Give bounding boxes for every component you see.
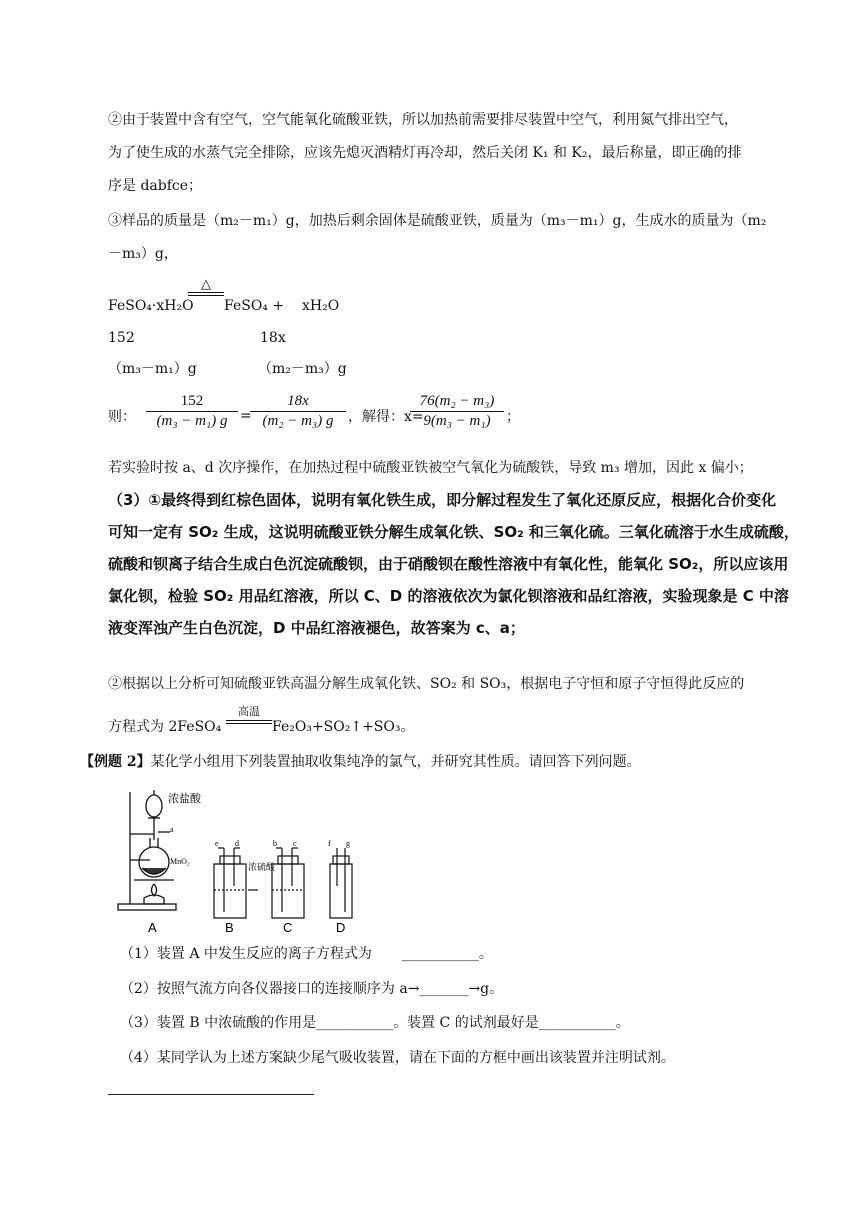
- para3-line1: ③样品的质量是（m₂－m₁）g，加热后剩余固体是硫酸亚铁，质量为（m₃－m₁）g，生成水的质量为（m₂: [108, 213, 767, 229]
- question-3: [120, 1013, 630, 1033]
- apparatus-figure: [108, 786, 368, 936]
- question-2: [120, 979, 503, 999]
- question-1-end: 。: [478, 946, 493, 962]
- eq-reactant: FeSO₄·xH₂O: [108, 298, 194, 314]
- para-final-line1: ②根据以上分析可知硫酸亚铁高温分解生成氧化铁、SO₂ 和 SO₃，根据电子守恒和原子守恒得此反应的: [108, 676, 745, 692]
- port-f: f: [328, 839, 331, 848]
- para3-line2: －m₃）g，: [108, 246, 178, 262]
- port-c: c: [293, 839, 297, 848]
- ratio-left-bar: [146, 411, 238, 412]
- question-1: [120, 944, 493, 964]
- question-3-blank-1[interactable]: ___________: [316, 1015, 394, 1031]
- caption-a: A: [148, 920, 157, 935]
- bold-line-4: 氯化钡，检验 SO₂ 用品红溶液，所以 C、D 的溶液依次为氯化钡溶液和品红溶液，实验现象是 C 中溶: [108, 587, 789, 605]
- question-2-blank[interactable]: _______: [419, 981, 469, 997]
- label-a: a: [170, 825, 174, 834]
- ratio-right-bar: [250, 411, 346, 412]
- eq-mass1: 152: [108, 330, 135, 346]
- bold-line-1: （3）①最终得到红棕色固体，说明有氧化铁生成，即分解过程发生了氧化还原反应，根据化合价变化: [108, 491, 777, 509]
- eq-double-line-bottom: [188, 295, 224, 296]
- eq-product1: FeSO₄ +: [224, 298, 285, 314]
- eq-mass2: 18x: [260, 330, 286, 346]
- label-mno2: MnO₂: [170, 857, 190, 866]
- ratio-left-fraction: [146, 393, 238, 430]
- bold-line-3: 硫酸和钡离子结合生成白色沉淀硫酸钡，由于硝酸钡在酸性溶液中有氧化性，能氧化 SO₂，所以应该用: [108, 555, 789, 573]
- question-3-text: （3）装置 B 中浓硫酸的作用是: [120, 1015, 317, 1031]
- bold-line-2: 可知一定有 SO₂ 生成，这说明硫酸亚铁分解生成氧化铁、SO₂ 和三氧化硫。三氧化硫溶于水生成硫酸，: [108, 523, 799, 541]
- question-1-text: （1）装置 A 中发生反应的离子方程式为: [120, 946, 372, 962]
- result-bar: [410, 411, 504, 412]
- apparatus-a: [118, 790, 176, 910]
- example-text: 某化学小组用下列装置抽取收集纯净的氯气，并研究其性质。请回答下列问题。: [150, 754, 641, 770]
- port-b: b: [273, 839, 277, 848]
- para2-line3: 序是 dabfce；: [108, 178, 203, 194]
- caption-c: C: [283, 920, 293, 935]
- ratio-prefix: 则：: [108, 409, 136, 425]
- caption-b: B: [225, 920, 234, 935]
- ratio-right-denominator: (m₂ − m₃) g: [262, 413, 334, 429]
- cond-line-top: [226, 720, 272, 721]
- apparatus-b: [214, 848, 258, 918]
- bold-line-5: 液变浑浊产生白色沉淀，D 中品红溶液褪色，故答案为 c、a；: [108, 619, 525, 637]
- example-tag: 【例题 2】: [80, 754, 151, 770]
- ratio-equals: =: [240, 408, 252, 424]
- question-3-blank-2[interactable]: ___________: [538, 1015, 616, 1031]
- question-2-end: →g。: [468, 981, 504, 997]
- apparatus-c: [272, 848, 304, 918]
- result-numerator: 76(m₂ − m₃): [419, 393, 495, 409]
- para-final-line2-post: Fe₂O₃+SO₂↑+SO₃。: [272, 719, 415, 735]
- heat-triangle-icon: △: [201, 277, 211, 292]
- question-4-text: （4）某同学认为上述方案缺少尾气吸收装置，请在下面的方框中画出该装置并注明试剂。: [120, 1050, 675, 1066]
- eq-product2: xH₂O: [302, 298, 340, 314]
- question-3-mid: 。装置 C 的试剂最好是: [393, 1015, 539, 1031]
- eq-given2: （m₂－m₃）g: [258, 361, 347, 377]
- para2-line1: ②由于装置中含有空气，空气能氧化硫酸亚铁，所以加热前需要排尽装置中空气，利用氮气排出空气，: [108, 112, 738, 128]
- eq-double-line-top: [188, 292, 224, 293]
- question-1-blank[interactable]: ___________: [401, 946, 479, 962]
- port-e: e: [215, 839, 219, 848]
- port-g: g: [346, 839, 350, 848]
- question-2-text: （2）按照气流方向各仪器接口的连接顺序为 a→: [120, 981, 420, 997]
- para-final-line2-pre: 方程式为 2FeSO₄: [108, 719, 222, 735]
- ratio-left-denominator: (m₃ − m₁) g: [156, 413, 228, 429]
- question-3-end: 。: [615, 1015, 630, 1031]
- ratio-solve: ，解得：x=: [348, 409, 424, 425]
- result-fraction: [410, 393, 504, 430]
- ratio-right-fraction: [250, 393, 346, 430]
- result-denominator: 9(m₃ − m₁): [423, 413, 491, 429]
- high-temp-condition: 高温: [238, 705, 260, 718]
- apparatus-d: [330, 848, 352, 918]
- eq-given1: （m₃－m₁）g: [108, 361, 197, 377]
- ratio-end: ；: [506, 409, 520, 425]
- para-order: 若实验时按 a、d 次序操作，在加热过程中硫酸亚铁被空气氧化为硫酸铁，导致 m₃ 增加，因此 x 偏小；: [108, 460, 753, 476]
- label-h2so4: [248, 861, 276, 873]
- footnote-rule: [108, 1094, 314, 1095]
- question-4: [120, 1048, 675, 1068]
- para2-line2: 为了使生成的水蒸气完全排除，应该先熄灭酒精灯再冷却，然后关闭 K₁ 和 K₂，最后称量，即正确的排: [108, 145, 742, 161]
- label-h2so4-text: 浓硫酸: [248, 863, 276, 873]
- ratio-right-numerator: 18x: [287, 393, 309, 409]
- port-d: d: [235, 839, 239, 848]
- label-hcl: 浓盐酸: [168, 792, 201, 805]
- ratio-left-numerator: 152: [180, 393, 204, 409]
- cond-line-bottom: [226, 723, 272, 724]
- caption-d: D: [336, 920, 346, 935]
- example-title: [80, 752, 641, 772]
